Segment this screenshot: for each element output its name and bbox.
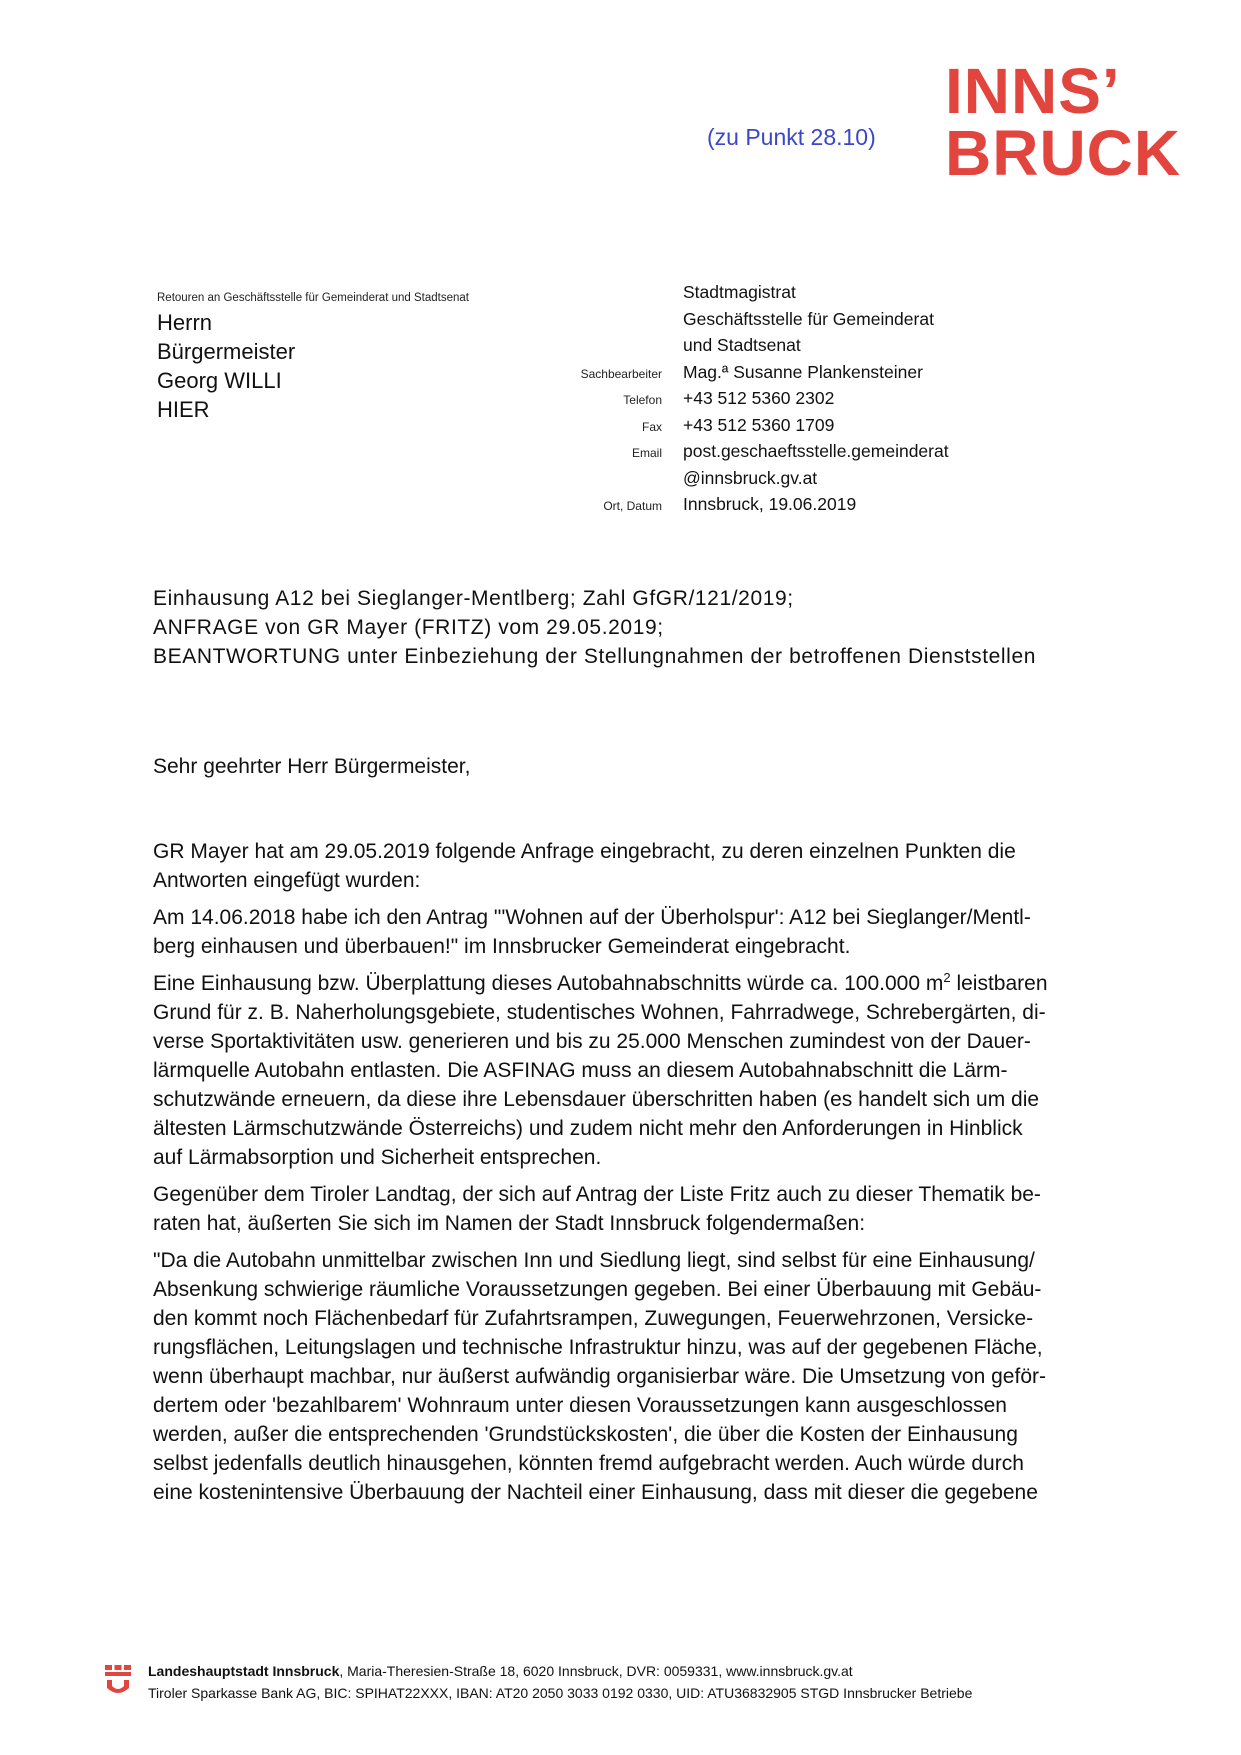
text-line: Grund für z. B. Naherholungsgebiete, studentisches Wohnen, Fahrradwege, Schrebergärten, di- (153, 1001, 1046, 1024)
text-line: Antworten eingefügt wurden: (153, 869, 421, 892)
recipient-line: HIER (157, 397, 210, 422)
text-line: raten hat, äußerten Sie sich im Namen der Stadt Innsbruck folgendermaßen: (153, 1212, 866, 1235)
footer-address: , Maria-Theresien-Straße 18, 6020 Innsbruck, DVR: 0059331, www.innsbruck.gv.at (339, 1663, 853, 1679)
text-line: rungsflächen, Leitungslagen und technische Infrastruktur hinzu, was auf der gegebenen Fläche, (153, 1336, 1043, 1359)
text-line: werden, außer die entsprechenden 'Grundstückskosten', die über die Kosten der Einhausung (153, 1423, 1018, 1446)
paragraph (153, 837, 1128, 895)
logo-line-1: INNS’ (945, 55, 1121, 127)
sender-label: Ort, Datum (603, 499, 662, 513)
sender-row (520, 441, 949, 468)
sender-value: Stadtmagistrat (683, 282, 796, 302)
text-line: Eine Einhausung bzw. Überplattung dieses Autobahnabschnitts würde ca. 100.000 m (153, 972, 944, 995)
text-line: wenn überhaupt machbar, nur äußerst aufwändig organisierbar wäre. Die Umsetzung von geför- (153, 1365, 1046, 1388)
footer-text (148, 1660, 972, 1704)
recipient-address (157, 308, 295, 424)
sender-value: Mag.ª Susanne Plankensteiner (683, 361, 923, 382)
text-line: Am 14.06.2018 habe ich den Antrag "'Wohnen auf der Überholspur': A12 bei Sieglanger/Mentl- (153, 906, 1031, 929)
footer-org-name: Landeshauptstadt Innsbruck (148, 1663, 340, 1679)
text-line: auf Lärmabsorption und Sicherheit entsprechen. (153, 1146, 602, 1169)
text-line: berg einhausen und überbauen!" im Innsbrucker Gemeinderat eingebracht. (153, 935, 851, 958)
sender-value: +43 512 5360 1709 (683, 414, 835, 435)
return-address-line: Retouren an Geschäftsstelle für Gemeinderat und Stadtsenat (157, 292, 469, 304)
text-line: lärmquelle Autobahn entlasten. Die ASFINAG muss an diesem Autobahnabschnitt die Lärm- (153, 1059, 1008, 1082)
sender-value: und Stadtsenat (683, 335, 801, 355)
text-line: selbst jedenfalls deutlich hinausgehen, könnten fremd aufgebracht werden. Auch würde durch (153, 1452, 1024, 1475)
text-line: Absenkung schwierige räumliche Voraussetzungen gegeben. Bei einer Überbauung mit Gebäu- (153, 1278, 1042, 1301)
sender-value: post.geschaeftsstelle.gemeinderat (683, 441, 949, 461)
sender-value: +43 512 5360 2302 (683, 388, 835, 408)
subject-block (153, 584, 1036, 671)
paragraph (153, 903, 1128, 961)
recipient-line: Herrn (157, 310, 213, 335)
sender-row (520, 388, 949, 415)
footer-line-1 (148, 1660, 972, 1682)
text-line: GR Mayer hat am 29.05.2019 folgende Anfrage eingebracht, zu deren einzelnen Punkten die (153, 840, 1016, 863)
subject-line: ANFRAGE von GR Mayer (FRITZ) vom 29.05.2019; (153, 616, 664, 639)
text-line: den kommt noch Flächenbedarf für Zufahrtsrampen, Zuwegungen, Feuerwehrzonen, Versicke- (153, 1307, 1034, 1330)
innsbruck-logo (945, 55, 1185, 189)
sender-label: Fax (641, 419, 662, 434)
text-line: eine kostenintensive Überbauung der Nachteil einer Einhausung, dass mit dieser die gegebene (153, 1481, 1038, 1504)
city-crest-icon (103, 1662, 133, 1698)
text-line: verse Sportaktivitäten usw. generieren und bis zu 25.000 Menschen zumindest von der Dauer- (153, 1030, 1031, 1053)
footer-line-2: Tiroler Sparkasse Bank AG, BIC: SPIHAT22XXX, IBAN: AT20 2050 3033 0192 0330, UID: ATU36832905 STGD Innsbrucker Betriebe (148, 1685, 973, 1701)
logo-line-2: BRUCK (945, 117, 1182, 189)
superscript: 2 (943, 970, 951, 985)
sender-block (520, 282, 949, 521)
paragraph (153, 969, 1128, 1172)
recipient-line: Bürgermeister (157, 339, 296, 364)
sender-row (520, 282, 949, 309)
text-line: "Da die Autobahn unmittelbar zwischen Inn und Siedlung liegt, sind selbst für eine Einhausung/ (153, 1249, 1035, 1272)
sender-label: Sachbearbeiter (580, 366, 662, 381)
sender-row (520, 468, 949, 495)
sender-value: @innsbruck.gv.at (683, 467, 818, 488)
sender-value: Geschäftsstelle für Gemeinderat (683, 308, 934, 329)
text-line: Gegenüber dem Tiroler Landtag, der sich auf Antrag der Liste Fritz auch zu dieser Thematik be- (153, 1183, 1041, 1206)
subject-line: Einhausung A12 bei Sieglanger-Mentlberg; Zahl GfGR/121/2019; (153, 587, 794, 610)
sender-value: Innsbruck, 19.06.2019 (683, 494, 857, 514)
sender-row (520, 494, 949, 521)
subject-line: BEANTWORTUNG unter Einbeziehung der Stellungnahmen der betroffenen Dienststellen (153, 645, 1037, 668)
letter-body (153, 837, 1128, 1515)
sender-row (520, 415, 949, 442)
text-line: dertem oder 'bezahlbarem' Wohnraum unter diesen Voraussetzungen kann ausgeschlossen (153, 1394, 1007, 1417)
text-line: leistbaren (950, 972, 1048, 995)
paragraph (153, 1180, 1128, 1238)
sender-row (520, 362, 949, 389)
sender-label: Email (631, 446, 662, 460)
sender-row (520, 335, 949, 362)
recipient-line: Georg WILLI (157, 368, 282, 393)
text-line: ältesten Lärmschutzwände Österreichs) und zudem nicht mehr den Anforderungen in Hinblick (153, 1117, 1023, 1140)
sender-row (520, 309, 949, 336)
sender-label: Telefon (623, 393, 662, 407)
reference-note: (zu Punkt 28.10) (707, 124, 876, 150)
paragraph (153, 1246, 1128, 1507)
text-line: schutzwände erneuern, da diese ihre Lebensdauer überschritten haben (es handelt sich um die (153, 1088, 1040, 1111)
salutation: Sehr geehrter Herr Bürgermeister, (153, 755, 471, 778)
